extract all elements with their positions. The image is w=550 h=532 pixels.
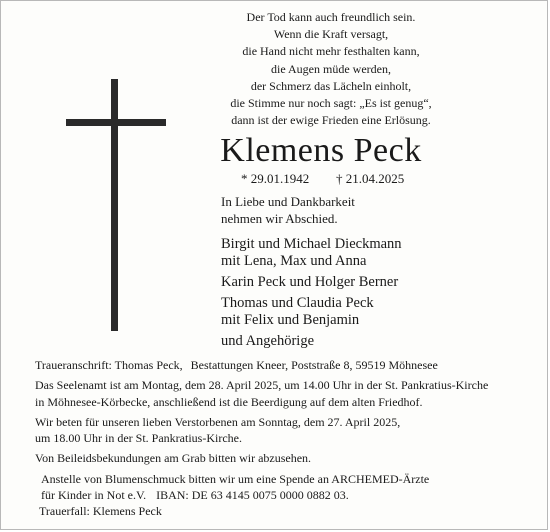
mourner-group [221, 236, 481, 270]
prayer-info [35, 414, 535, 447]
death-date: † 21.04.2025 [336, 171, 405, 186]
mourner-line: mit Lena, Max und Anna [221, 253, 367, 269]
poem-line: Wenn die Kraft versagt, [273, 27, 389, 42]
iban-number: IBAN: DE 63 4145 0075 0000 0882 03. [156, 488, 349, 503]
poem [191, 9, 471, 129]
requiem-line: in Möhnesee-Körbecke, anschließend ist die Beerdigung auf dem alten Friedhof. [35, 394, 423, 409]
requiem-info [35, 377, 535, 410]
mourner-group [221, 333, 481, 350]
poem-line: der Schmerz das Lächeln einholt, [250, 78, 412, 93]
mourning-address [35, 357, 535, 373]
requiem-line: Das Seelenamt ist am Montag, dem 28. April 2025, um 14.00 Uhr in der St. Pankratius-Kirche [35, 378, 489, 393]
donation-bank [35, 487, 535, 503]
farewell-intro-line: In Liebe und Dankbarkeit [221, 194, 355, 209]
prayer-line: um 18.00 Uhr in der St. Pankratius-Kirche. [35, 431, 242, 446]
condolence-note: Von Beileidsbekundungen am Grab bitten wir abzusehen. [35, 451, 312, 466]
mourner-line: mit Felix und Benjamin [221, 312, 360, 328]
funeral-info [35, 357, 535, 520]
farewell-intro-line: nehmen wir Abschied. [221, 211, 338, 226]
birth-date: * 29.01.1942 [241, 171, 310, 186]
mourners-block [221, 193, 481, 354]
poem-line: die Stimme nur noch sagt: „Es ist genug“, [230, 96, 432, 111]
mourner-group [221, 274, 481, 291]
poem-line: Der Tod kann auch freundlich sein. [246, 10, 416, 24]
mourner-group [221, 295, 481, 329]
mourner-line: und Angehörige [221, 333, 315, 349]
case-name: Trauerfall: Klemens Peck [39, 504, 162, 519]
cross-icon [66, 79, 166, 331]
donation-recipient: für Kinder in Not e.V. [41, 488, 147, 503]
donation-line: Anstelle von Blumenschmuck bitten wir um eine Spende an ARCHEMED-Ärzte [41, 471, 430, 486]
prayer-line: Wir beten für unseren lieben Verstorbenen am Sonntag, dem 27. April 2025, [35, 414, 401, 429]
poem-line: dann ist der ewige Frieden eine Erlösung. [231, 113, 431, 128]
poem-line: die Augen müde werden, [271, 61, 391, 76]
mourner-line: Karin Peck und Holger Berner [221, 274, 399, 290]
address-label: Traueranschrift: Thomas Peck, [35, 358, 183, 372]
mourner-line: Birgit und Michael Dieckmann [221, 236, 402, 252]
poem-line: die Hand nicht mehr festhalten kann, [242, 44, 420, 59]
deceased-name: Klemens Peck [220, 132, 422, 169]
address-detail: Bestattungen Kneer, Poststraße 8, 59519 Möhnesee [190, 358, 438, 372]
mourner-line: Thomas und Claudia Peck [221, 295, 374, 311]
